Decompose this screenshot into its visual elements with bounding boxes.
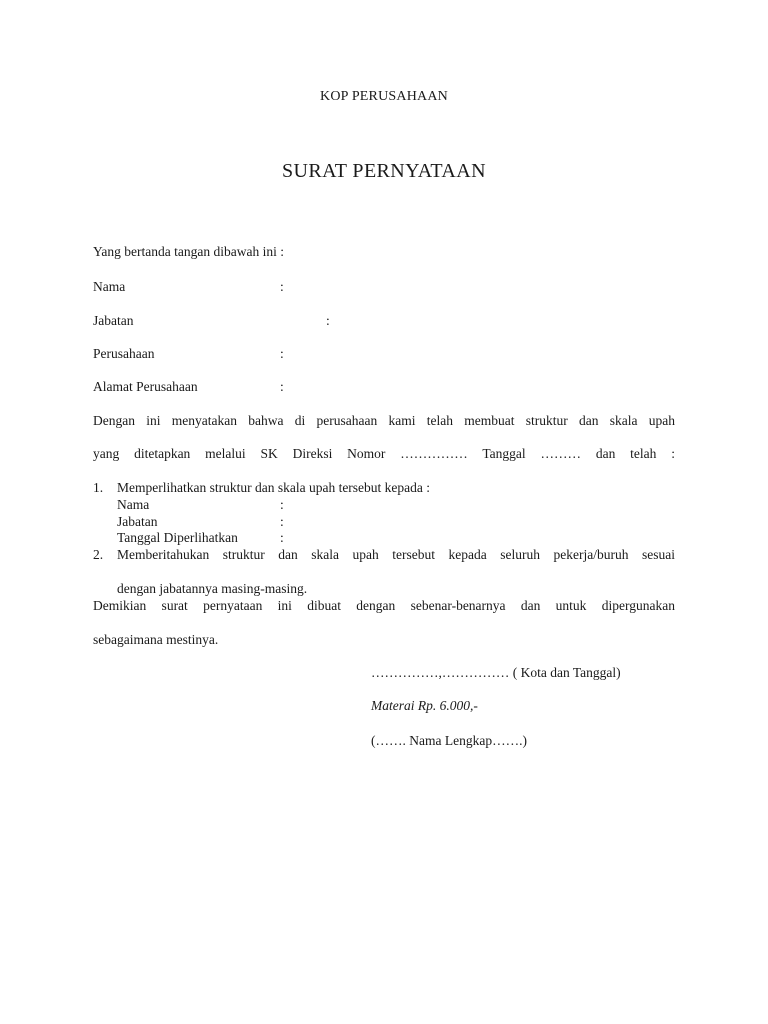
field-colon-perusahaan: :	[280, 346, 284, 361]
list-number-2: 2.	[93, 547, 104, 562]
place-date-line: ……………,…………… ( Kota dan Tanggal)	[371, 665, 621, 680]
closing-line-2: sebagaimana mestinya.	[93, 632, 219, 647]
sub-label-nama: Nama	[117, 497, 150, 512]
field-colon-nama: :	[280, 279, 284, 294]
field-label-alamat: Alamat Perusahaan	[93, 379, 198, 394]
statement-line-2: yang ditetapkan melalui SK Direksi Nomor …………… Tanggal ……… dan telah :	[93, 446, 675, 461]
field-label-nama: Nama	[93, 279, 126, 294]
field-colon-jabatan: :	[326, 313, 330, 328]
intro-text: Yang bertanda tangan dibawah ini :	[93, 244, 284, 259]
sub-colon-tanggal: :	[280, 530, 284, 545]
list-item-2-line-1: Memberitahukan struktur dan skala upah tersebut kepada seluruh pekerja/buruh sesuai	[117, 547, 675, 562]
signatory-name: (……. Nama Lengkap…….)	[371, 733, 527, 748]
field-label-jabatan: Jabatan	[93, 313, 134, 328]
sub-label-tanggal: Tanggal Diperlihatkan	[117, 530, 238, 545]
field-label-perusahaan: Perusahaan	[93, 346, 155, 361]
list-number-1: 1.	[93, 480, 104, 495]
document-title: SURAT PERNYATAAN	[282, 160, 486, 182]
sub-label-jabatan: Jabatan	[117, 514, 158, 529]
list-item-2-line-2: dengan jabatannya masing-masing.	[117, 581, 308, 596]
sub-colon-jabatan: :	[280, 514, 284, 529]
closing-line-1: Demikian surat pernyataan ini dibuat dengan sebenar-benarnya dan untuk dipergunakan	[93, 598, 675, 613]
field-colon-alamat: :	[280, 379, 284, 394]
letterhead-placeholder: KOP PERUSAHAAN	[320, 89, 448, 104]
stamp-duty-note: Materai Rp. 6.000,-	[371, 698, 478, 713]
sub-colon-nama: :	[280, 497, 284, 512]
list-item-1-text: Memperlihatkan struktur dan skala upah tersebut kepada :	[117, 480, 431, 495]
statement-line-1: Dengan ini menyatakan bahwa di perusahaan kami telah membuat struktur dan skala upah	[93, 413, 675, 428]
